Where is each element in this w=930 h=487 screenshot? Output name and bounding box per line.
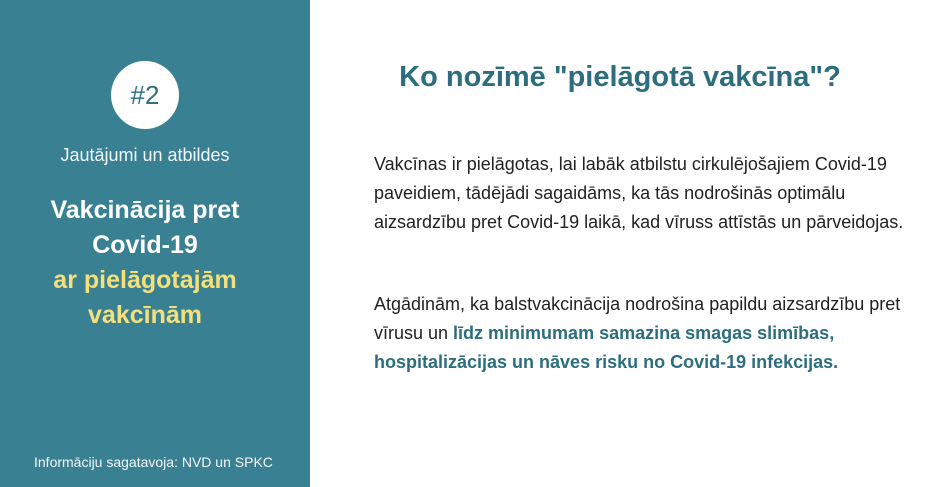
sidebar-title <box>0 193 290 333</box>
sidebar-title-highlight: vakcīnām <box>88 301 202 329</box>
reminder-text: Atgādinām, ka balstvakcinācija nodrošina papildu aizsardzību pret vīrusu un <box>374 294 901 343</box>
question-heading: Ko nozīmē "pielāgotā vakcīna"? <box>399 61 841 93</box>
reminder-paragraph <box>374 290 904 377</box>
sidebar-title-line: Covid-19 <box>92 231 198 259</box>
main-content <box>310 0 930 487</box>
section-label: Jautājumi un atbildes <box>60 145 230 165</box>
answer-paragraph: Vakcīnas ir pielāgotas, lai labāk atbilstu cirkulējošajiem Covid-19 paveidiem, tādējādi sagaidāms, ka tās nodrošinās optimālu aizsardzību pret Covid-19 laikā, kad vīruss attīstās un pārveidojas. <box>374 154 904 232</box>
number-badge: #2 <box>111 61 179 129</box>
sidebar-panel <box>0 0 310 487</box>
sidebar-title-highlight: ar pielāgotajām <box>53 266 237 294</box>
reminder-emphasis: līdz minimumam samazina smagas slimības, hospitalizācijas un nāves risku no Covid-19 infekcijas. <box>374 323 839 372</box>
sidebar-title-line: Vakcinācija pret <box>50 196 240 224</box>
credits-text: Informāciju sagatavoja: NVD un SPKC <box>34 454 273 470</box>
